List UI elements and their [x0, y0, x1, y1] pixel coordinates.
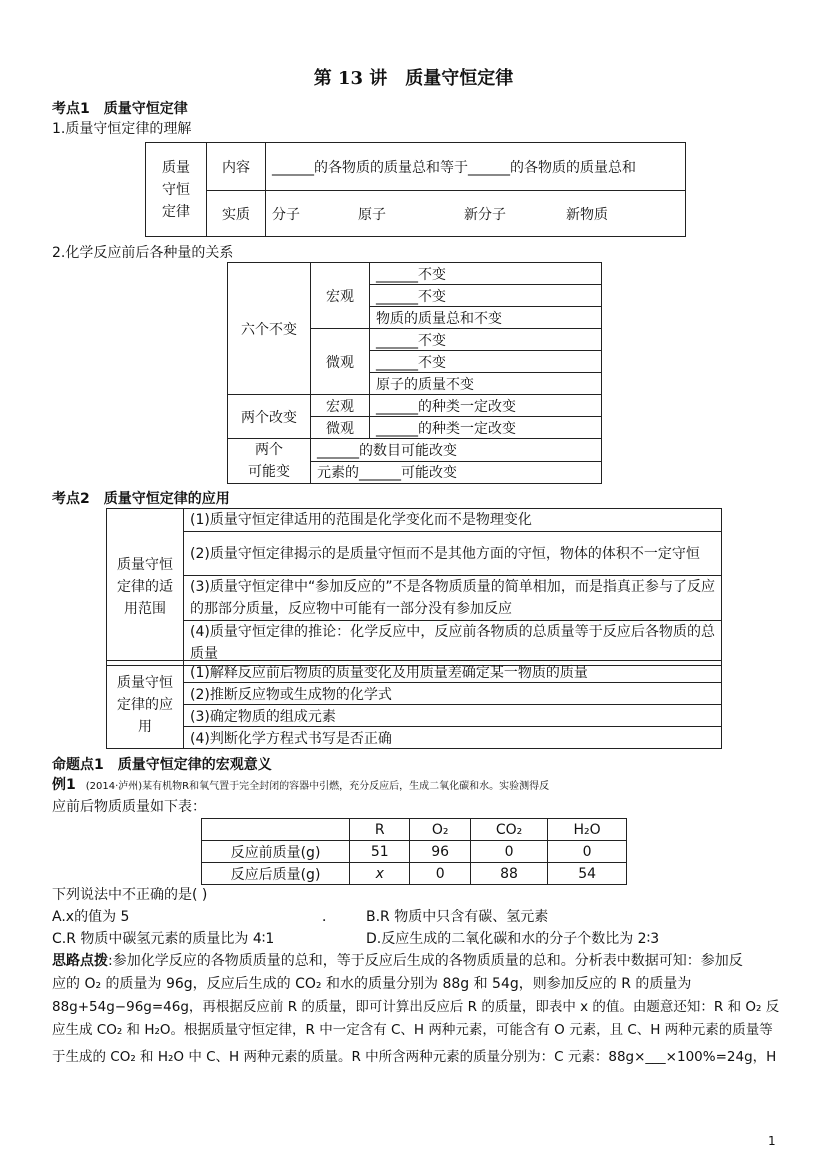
scope-item-1: (1)质量守恒定律适用的范围是化学变化而不是物理变化: [184, 509, 722, 532]
micro-label: 微观: [311, 329, 370, 395]
section-title: 质量守恒定律: [103, 101, 188, 117]
section-heading-2: [52, 488, 230, 508]
subheading-relations: 2.化学反应前后各种量的关系: [52, 245, 234, 261]
law-understanding-table: [145, 142, 686, 237]
application-item: (3)确定物质的组成元素: [184, 705, 722, 727]
section-number: 命题点1: [52, 757, 118, 773]
table-header: [202, 819, 350, 841]
essence-label: 实质: [207, 191, 266, 237]
page-number: 1: [768, 1134, 776, 1148]
scope-item-4: (4)质量守恒定律的推论：化学反应中，反应前各物质的总质量等于反应后各物质的总质量: [184, 621, 722, 666]
scope-item-2: (2)质量守恒定律揭示的是质量守恒而不是其他方面的守恒，物体的体积不一定守恒: [184, 532, 722, 576]
micro-label: 微观: [311, 417, 370, 439]
law-label-cell: 质量守恒定律: [146, 143, 207, 237]
question-text: 下列说法中不正确的是( ): [52, 887, 208, 903]
hint-line-3: 88g+54g−96g=46g，再根据反应前 R 的质量，即可计算出反应后 R 的质量，即表中 x 的值。由题意还知：R 和 O₂ 反: [52, 999, 780, 1015]
micro-item: ______不变: [370, 329, 602, 351]
table-row: 反应前质量(g) 51 96 0 0: [202, 841, 627, 863]
macro-item: 物质的质量总和不变: [370, 307, 602, 329]
section-heading-1: [52, 98, 188, 118]
mass-data-table: [201, 818, 627, 885]
micro-item: 原子的质量不变: [370, 373, 602, 395]
section-number: 考点1: [52, 101, 104, 117]
table-header: CO₂: [470, 819, 547, 841]
hint-line-2: 应的 O₂ 的质量为 96g，反应后生成的 CO₂ 和水的质量分别为 88g 和 54g，则参加反应的 R 的质量为: [52, 976, 692, 992]
section-number: 考点2: [52, 491, 104, 507]
changed-item: ______的种类一定改变: [370, 417, 602, 439]
macro-label: 宏观: [311, 395, 370, 417]
content-value: ______的各物质的质量总和等于______的各物质的质量总和: [266, 143, 686, 191]
section-title: 质量守恒定律的宏观意义: [117, 757, 272, 773]
option-dot: ．: [322, 909, 336, 925]
table-header: O₂: [410, 819, 470, 841]
application-item: (1)解释反应前后物质的质量变化及用质量差确定某一物质的质量: [184, 661, 722, 683]
section-title: 质量守恒定律的应用: [103, 491, 230, 507]
macro-item: ______不变: [370, 263, 602, 285]
changed-item: ______的种类一定改变: [370, 395, 602, 417]
example-label: 例1: [52, 777, 76, 793]
macro-label: 宏观: [311, 263, 370, 329]
example-line-1: 例1 (2014·泸州)某有机物R和氧气置于完全封闭的容器中引燃，充分反应后，生成二氧化碳和水。实验测得反: [52, 777, 550, 793]
two-changed-label: 两个改变: [228, 395, 311, 439]
application-item: (4)判断化学方程式书写是否正确: [184, 727, 722, 749]
table-header: R: [350, 819, 410, 841]
section-heading-3: [52, 754, 272, 774]
maybe-changed-label: 两个 可能变: [228, 439, 311, 484]
quantity-relations-table: [227, 262, 602, 484]
option-a: A.x的值为 5: [52, 909, 130, 925]
hint-line-5: 于生成的 CO₂ 和 H₂O 中 C、H 两种元素的质量。R 中所含两种元素的质量分别为：C 元素：88g×___×100%=24g，H: [52, 1049, 777, 1065]
option-d: D.反应生成的二氧化碳和水的分子个数比为 2∶3: [366, 931, 660, 947]
essence-value: 分子 原子 新分子 新物质: [266, 191, 686, 237]
option-c: C.R 物质中碳氢元素的质量比为 4∶1: [52, 931, 275, 947]
scope-label: 质量守恒定律的适用范围: [107, 509, 184, 666]
subheading-understanding: 1.质量守恒定律的理解: [52, 121, 192, 137]
hint-line-1: 思路点拨:参加化学反应的各物质质量的总和，等于反应后生成的各物质质量的总和。分析表中数据可知：参加反: [52, 953, 743, 969]
option-b: B.R 物质中只含有碳、氢元素: [366, 909, 549, 925]
law-application-table: [106, 508, 722, 666]
micro-item: ______不变: [370, 351, 602, 373]
table-header: H₂O: [548, 819, 627, 841]
application-item: (2)推断反应物或生成物的化学式: [184, 683, 722, 705]
hint-line-4: 应生成 CO₂ 和 H₂O。根据质量守恒定律，R 中一定含有 C、H 两种元素，可能含有 O 元素，且 C、H 两种元素的质量等: [52, 1022, 773, 1038]
content-label: 内容: [207, 143, 266, 191]
law-usage-table: [106, 660, 722, 749]
hint-label: 思路点拨: [52, 953, 108, 969]
macro-item: ______不变: [370, 285, 602, 307]
page-title: 第 13 讲 质量守恒定律: [313, 68, 514, 89]
six-unchanged-label: 六个不变: [228, 263, 311, 395]
maybe-item: ______的数目可能改变: [311, 439, 602, 462]
table-row: 反应后质量(g) x 0 88 54: [202, 863, 627, 885]
application-label: 质量守恒定律的应用: [107, 661, 184, 749]
maybe-item: 元素的______可能改变: [311, 461, 602, 484]
example-line-2: 应前后物质质量如下表：: [52, 799, 206, 815]
scope-item-3: (3)质量守恒定律中“参加反应的”不是各物质质量的简单相加，而是指真正参与了反应的那部分质量，反应物中可能有一部分没有参加反应: [184, 576, 722, 621]
